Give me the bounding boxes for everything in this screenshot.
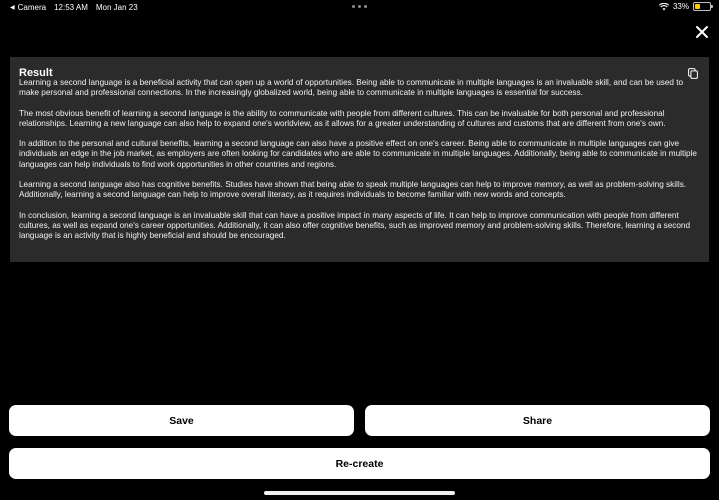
back-arrow-icon[interactable]: ◀ [10,5,15,11]
recreate-button-label: Re-create [335,457,384,470]
result-title: Result [19,67,53,79]
status-date: Mon Jan 23 [95,3,138,12]
share-button-label: Share [522,414,553,427]
result-paragraph: Learning a second language also has cognitive benefits. Studies have shown that being able to speak multiple languages can help to improve memory, as well as problem-solving skills. Additionally, learning a second language can help to improve overall literacy, as it requires individuals to become familiar with new words and concepts. [19,180,687,200]
status-left [10,3,138,12]
result-paragraph: In addition to the personal and cultural benefits, learning a second language can also have a positive effect on one's career. Being able to communicate in multiple languages can give individuals an edge in the job market, as employers are often looking for candidates who are able to communicate in multiple languages. Additionally, being able to communicate in multiple languages can help individuals to find work opportunities in other countries and regions. [19,139,697,169]
recreate-button[interactable] [9,448,710,479]
copy-icon[interactable] [688,68,698,79]
status-right [659,2,711,11]
share-button[interactable] [365,405,710,436]
save-button-label: Save [169,414,194,427]
status-time: 12:53 AM [54,3,88,12]
close-icon[interactable] [694,24,710,40]
wifi-icon [659,3,669,11]
battery-percent: 33% [672,2,689,11]
multitasking-dots[interactable] [352,5,367,8]
save-button[interactable] [9,405,354,436]
result-paragraph: Learning a second language is a beneficial activity that can open up a world of opportunities. Being able to communicate in multiple languages is an invaluable skill, and can be used to make personal and professional connections. In the increasingly globalized world, being able to communicate in multiple languages is essential for success. [19,78,684,98]
result-paragraph: The most obvious benefit of learning a second language is the ability to communicate with people from different cultures. This can be invaluable for both personal and professional relationships. Learning a new language can also help to expand one's worldview, as it allows for a greater understanding of cultures and customs that are different from one's own. [19,108,666,128]
battery-icon [693,2,711,11]
result-paragraph: In conclusion, learning a second language is an invaluable skill that can have a positive impact in many aspects of life. It can help to improve communication with people from different cultures, as well as expand one's career opportunities. Additionally, it can also offer cognitive benefits, such as improved memory and problem-solving skills. Therefore, learning a second language is an activity that is highly beneficial and should be encouraged. [19,210,691,241]
back-app-label[interactable]: Camera [17,3,47,12]
result-panel [10,57,709,262]
home-indicator[interactable] [264,491,455,495]
battery-fill [695,4,700,9]
result-text [19,78,700,242]
status-bar [0,0,719,14]
